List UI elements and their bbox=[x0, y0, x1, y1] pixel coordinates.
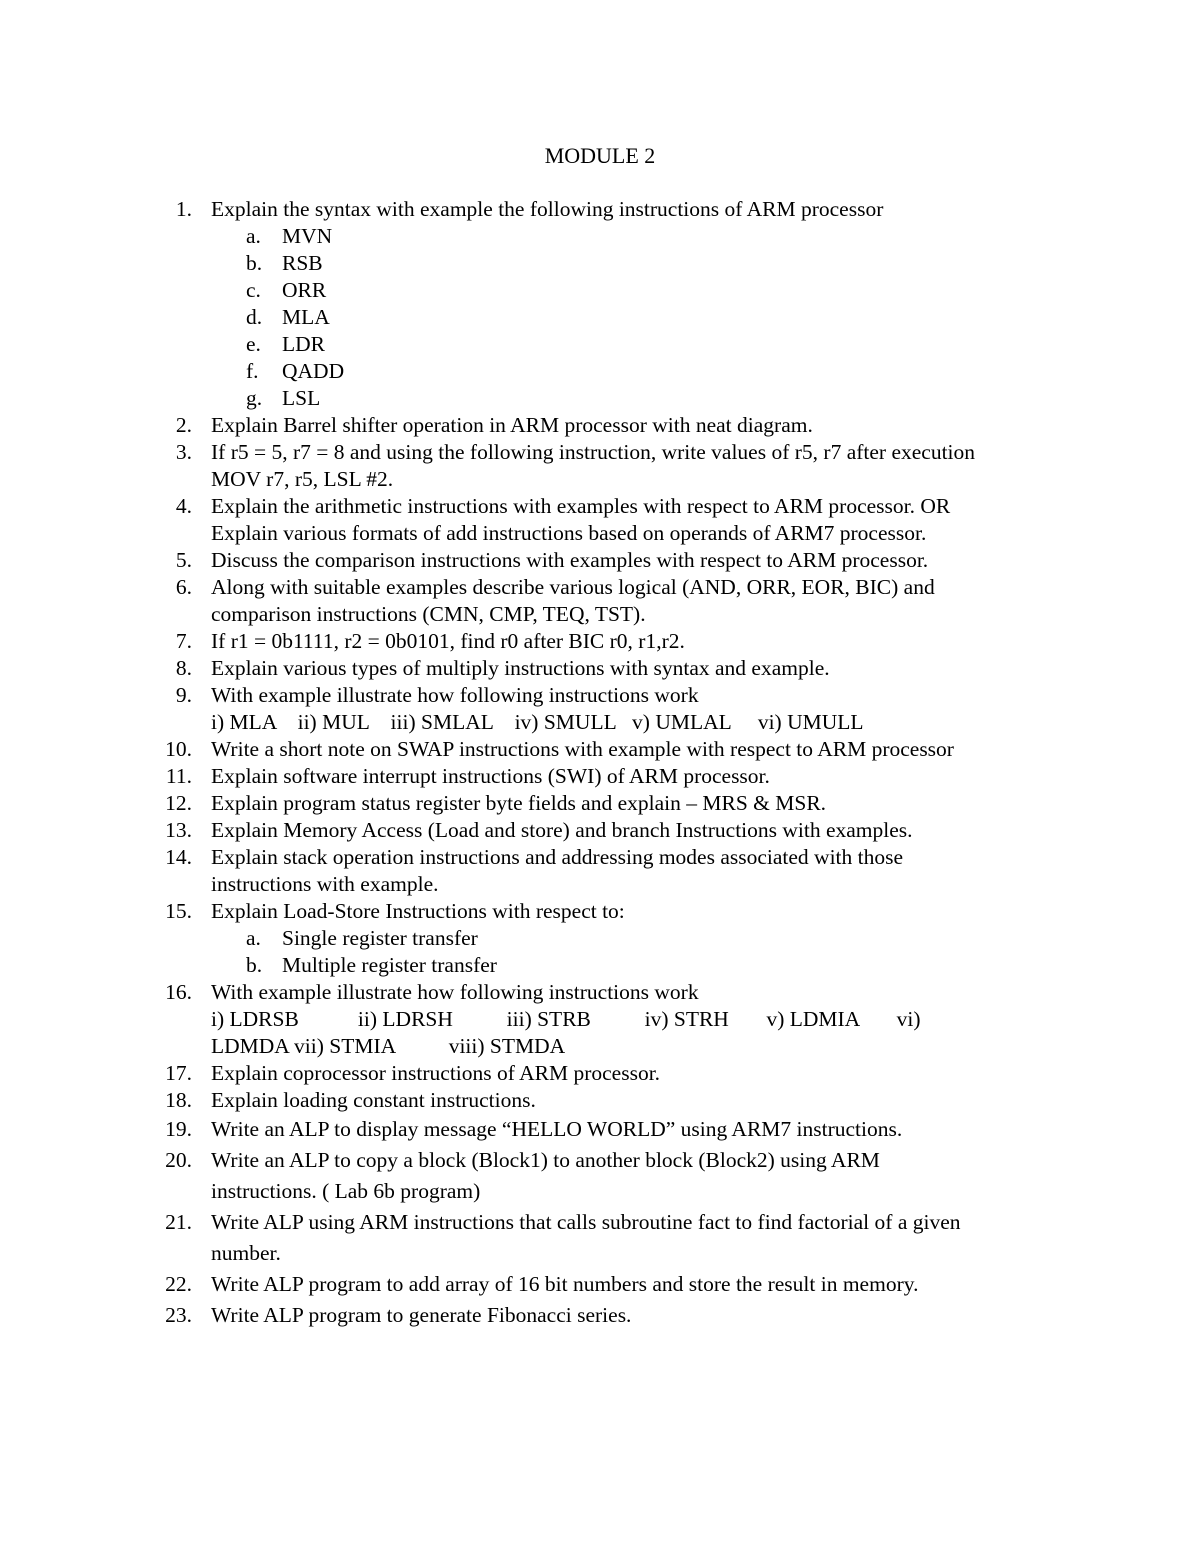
sub-text: MLA bbox=[282, 305, 330, 329]
question-15 bbox=[0, 898, 1071, 925]
sub-text: Single register transfer bbox=[282, 926, 478, 950]
question-text: Write an ALP to display message “HELLO WORLD” using ARM7 instructions. bbox=[211, 1117, 903, 1141]
question-11 bbox=[0, 763, 1071, 790]
question-16 bbox=[0, 979, 1071, 1060]
question-text: Explain Barrel shifter operation in ARM processor with neat diagram. bbox=[211, 413, 813, 437]
question-text: Explain Load-Store Instructions with respect to: bbox=[211, 899, 625, 923]
module-title: MODULE 2 bbox=[544, 143, 656, 168]
question-text-line-1: Along with suitable examples describe various logical (AND, ORR, EOR, BIC) and bbox=[211, 575, 935, 599]
question-text-line-2: number. bbox=[211, 1241, 281, 1265]
sub-text: RSB bbox=[282, 251, 323, 275]
sub-letter: a. bbox=[246, 926, 261, 950]
question-number: 10. bbox=[165, 737, 192, 761]
question-number: 6. bbox=[175, 575, 192, 599]
question-number: 9. bbox=[175, 683, 192, 707]
question-text: Explain various types of multiply instructions with syntax and example. bbox=[211, 656, 830, 680]
question-number: 16. bbox=[165, 980, 192, 1004]
sub-letter: f. bbox=[246, 359, 259, 383]
question-number: 11. bbox=[165, 764, 192, 788]
question-number: 18. bbox=[165, 1088, 192, 1112]
question-text: Explain the syntax with example the following instructions of ARM processor bbox=[211, 197, 884, 221]
sub-letter: a. bbox=[246, 224, 261, 248]
question-text-line-2: instructions. ( Lab 6b program) bbox=[211, 1179, 481, 1203]
question-number: 4. bbox=[175, 494, 192, 518]
question-number: 22. bbox=[165, 1272, 192, 1296]
question-text: Write ALP program to generate Fibonacci series. bbox=[211, 1303, 632, 1327]
sub-item bbox=[0, 223, 1200, 250]
sub-item bbox=[0, 358, 1200, 385]
sub-text: Multiple register transfer bbox=[282, 953, 497, 977]
question-text-line-1: Write an ALP to copy a block (Block1) to another block (Block2) using ARM bbox=[211, 1148, 880, 1172]
question-text: Explain coprocessor instructions of ARM processor. bbox=[211, 1061, 661, 1085]
question-text-line-2: i) LDRSB ii) LDRSH iii) STRB iv) STRH v) LDMIA vi) bbox=[211, 1007, 921, 1031]
question-text: Write a short note on SWAP instructions with example with respect to ARM processor bbox=[211, 737, 954, 761]
question-3 bbox=[0, 439, 1071, 493]
sub-letter: b. bbox=[246, 251, 263, 275]
question-text-line-2: i) MLA ii) MUL iii) SMLAL iv) SMULL v) UMLAL vi) UMULL bbox=[211, 710, 864, 734]
sub-item bbox=[0, 385, 1200, 412]
question-14 bbox=[0, 844, 1071, 898]
sub-text: QADD bbox=[282, 359, 345, 383]
sub-letter: d. bbox=[246, 305, 263, 329]
question-8 bbox=[0, 655, 1071, 682]
question-9 bbox=[0, 682, 1071, 736]
sub-letter: g. bbox=[246, 386, 263, 410]
question-number: 13. bbox=[165, 818, 192, 842]
sub-item bbox=[0, 277, 1200, 304]
sub-text: MVN bbox=[282, 224, 333, 248]
question-22 bbox=[0, 1269, 1071, 1300]
question-text-line-1: Explain stack operation instructions and addressing modes associated with those bbox=[211, 845, 904, 869]
question-text-line-2: instructions with example. bbox=[211, 872, 439, 896]
question-text-line-1: Write ALP using ARM instructions that calls subroutine fact to find factorial of a given bbox=[211, 1210, 961, 1234]
question-17 bbox=[0, 1060, 1071, 1087]
question-text-line-2: MOV r7, r5, LSL #2. bbox=[211, 467, 394, 491]
question-text: Explain loading constant instructions. bbox=[211, 1088, 536, 1112]
question-text-line-1: With example illustrate how following instructions work bbox=[211, 980, 699, 1004]
question-20 bbox=[0, 1145, 1071, 1207]
sub-text: ORR bbox=[282, 278, 327, 302]
question-text-line-1: If r5 = 5, r7 = 8 and using the following instruction, write values of r5, r7 after execution bbox=[211, 440, 976, 464]
sub-text: LDR bbox=[282, 332, 325, 356]
question-text: Explain program status register byte fields and explain – MRS & MSR. bbox=[211, 791, 827, 815]
question-number: 21. bbox=[165, 1210, 192, 1234]
sub-item bbox=[0, 952, 1200, 979]
question-4 bbox=[0, 493, 1071, 547]
question-number: 12. bbox=[165, 791, 192, 815]
question-10 bbox=[0, 736, 1071, 763]
question-text-line-1: Explain the arithmetic instructions with examples with respect to ARM processor. OR bbox=[211, 494, 951, 518]
question-text-line-1: With example illustrate how following instructions work bbox=[211, 683, 699, 707]
question-23 bbox=[0, 1300, 1071, 1331]
question-number: 19. bbox=[165, 1117, 192, 1141]
question-number: 2. bbox=[175, 413, 192, 437]
sub-letter: b. bbox=[246, 953, 263, 977]
question-6 bbox=[0, 574, 1071, 628]
question-18 bbox=[0, 1087, 1071, 1114]
sub-item bbox=[0, 331, 1200, 358]
sub-item bbox=[0, 250, 1200, 277]
question-text-line-3: LDMDA vii) STMIA viii) STMDA bbox=[211, 1034, 566, 1058]
question-text: Explain software interrupt instructions (SWI) of ARM processor. bbox=[211, 764, 770, 788]
question-number: 3. bbox=[175, 440, 192, 464]
sub-item bbox=[0, 925, 1200, 952]
question-text: If r1 = 0b1111, r2 = 0b0101, find r0 after BIC r0, r1,r2. bbox=[211, 629, 685, 653]
question-number: 14. bbox=[165, 845, 192, 869]
question-text: Discuss the comparison instructions with examples with respect to ARM processor. bbox=[211, 548, 929, 572]
question-19 bbox=[0, 1114, 1071, 1145]
question-5 bbox=[0, 547, 1071, 574]
question-number: 15. bbox=[165, 899, 192, 923]
question-text-line-2: comparison instructions (CMN, CMP, TEQ, TST). bbox=[211, 602, 646, 626]
question-number: 5. bbox=[175, 548, 192, 572]
question-21 bbox=[0, 1207, 1071, 1269]
sub-letter: c. bbox=[246, 278, 261, 302]
question-list bbox=[0, 196, 1200, 1331]
question-7 bbox=[0, 628, 1071, 655]
question-12 bbox=[0, 790, 1071, 817]
question-number: 7. bbox=[175, 629, 192, 653]
sub-text: LSL bbox=[282, 386, 321, 410]
question-number: 8. bbox=[175, 656, 192, 680]
question-number: 20. bbox=[165, 1148, 192, 1172]
question-text: Explain Memory Access (Load and store) and branch Instructions with examples. bbox=[211, 818, 913, 842]
question-2 bbox=[0, 412, 1071, 439]
sub-letter: e. bbox=[246, 332, 261, 356]
question-number: 17. bbox=[165, 1061, 192, 1085]
question-13 bbox=[0, 817, 1071, 844]
question-text: Write ALP program to add array of 16 bit numbers and store the result in memory. bbox=[211, 1272, 919, 1296]
question-number: 1. bbox=[175, 197, 192, 221]
question-text-line-2: Explain various formats of add instructions based on operands of ARM7 processor. bbox=[211, 521, 927, 545]
sub-item bbox=[0, 304, 1200, 331]
question-number: 23. bbox=[165, 1303, 192, 1327]
question-1 bbox=[0, 196, 1071, 223]
